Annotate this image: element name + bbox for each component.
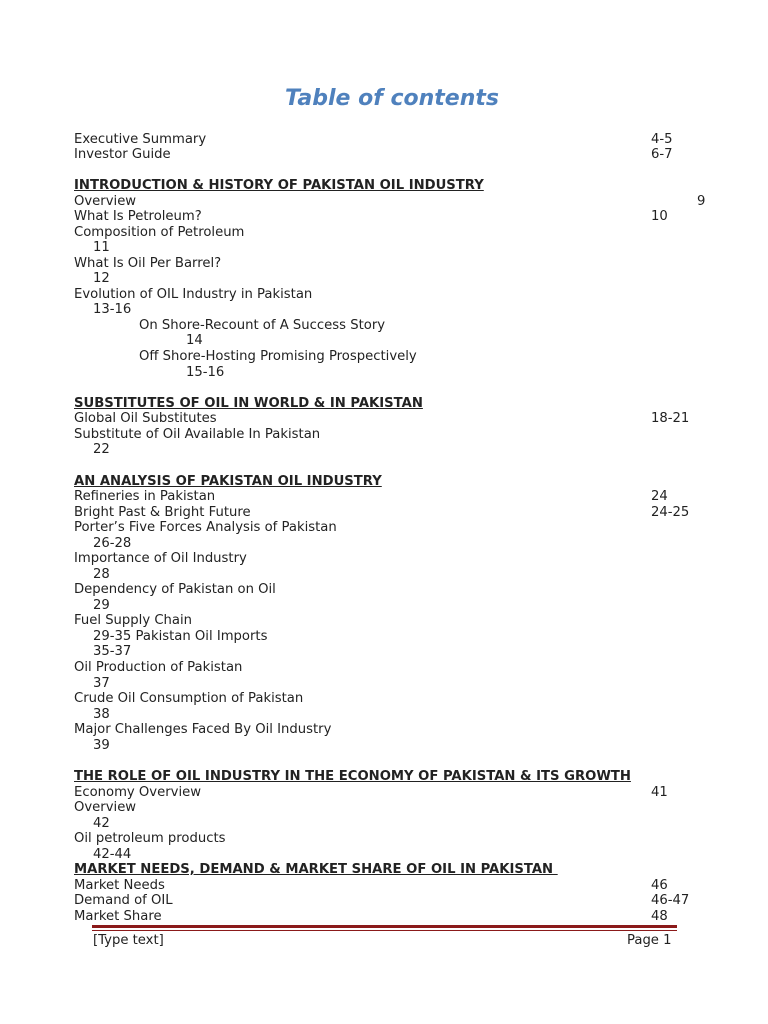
footer-rule <box>92 925 677 928</box>
section-heading: INTRODUCTION & HISTORY OF PAKISTAN OIL INDUSTRY <box>74 178 484 193</box>
toc-entry: What Is Petroleum? <box>74 209 202 224</box>
toc-page-number: 6-7 <box>651 147 673 162</box>
footer-left-text: [Type text] <box>93 933 164 948</box>
toc-entry: Executive Summary <box>74 132 207 147</box>
footer-rule-thin <box>92 930 677 931</box>
page-title: Table of contents <box>285 86 499 111</box>
toc-page-number: 26-28 <box>93 536 132 551</box>
toc-page-number: 14 <box>186 333 203 348</box>
toc-entry: Composition of Petroleum <box>74 225 245 240</box>
toc-entry: What Is Oil Per Barrel? <box>74 256 222 271</box>
toc-entry: Fuel Supply Chain <box>74 613 192 628</box>
toc-entry: Oil Production of Pakistan <box>74 660 243 675</box>
toc-page-number: 29 <box>93 598 110 613</box>
toc-entry: Major Challenges Faced By Oil Industry <box>74 722 332 737</box>
toc-page-number: 41 <box>651 785 668 800</box>
section-heading: THE ROLE OF OIL INDUSTRY IN THE ECONOMY OF PAKISTAN & ITS GROWTH <box>74 769 631 784</box>
toc-page-number: 11 <box>93 240 110 255</box>
toc-entry: Overview <box>74 194 137 209</box>
toc-page-number: 9 <box>697 194 706 209</box>
footer-page-number: Page 1 <box>627 933 672 948</box>
toc-subentry: On Shore-Recount of A Success Story <box>139 318 386 333</box>
toc-page-number: 46-47 <box>651 893 690 908</box>
toc-page-number: 46 <box>651 878 668 893</box>
toc-page-number: 18-21 <box>651 411 690 426</box>
toc-entry: Bright Past & Bright Future <box>74 505 251 520</box>
toc-page-number: 38 <box>93 707 110 722</box>
toc-entry: 29-35 Pakistan Oil Imports <box>93 629 268 644</box>
toc-entry: Dependency of Pakistan on Oil <box>74 582 276 597</box>
toc-entry: Demand of OIL <box>74 893 173 908</box>
section-heading: SUBSTITUTES OF OIL IN WORLD & IN PAKISTAN <box>74 396 423 411</box>
toc-entry: Substitute of Oil Available In Pakistan <box>74 427 321 442</box>
toc-page-number: 13-16 <box>93 302 132 317</box>
toc-entry: Porter’s Five Forces Analysis of Pakistan <box>74 520 337 535</box>
toc-page-number: 22 <box>93 442 110 457</box>
toc-entry: Evolution of OIL Industry in Pakistan <box>74 287 313 302</box>
toc-page-number: 48 <box>651 909 668 924</box>
toc-subentry: Off Shore-Hosting Promising Prospectively <box>139 349 417 364</box>
toc-entry: Global Oil Substitutes <box>74 411 217 426</box>
section-heading: MARKET NEEDS, DEMAND & MARKET SHARE OF OIL IN PAKISTAN <box>74 862 558 877</box>
toc-entry: Refineries in Pakistan <box>74 489 216 504</box>
toc-page-number: 42 <box>93 816 110 831</box>
toc-page-number: 39 <box>93 738 110 753</box>
toc-page-number: 28 <box>93 567 110 582</box>
toc-page-number: 24-25 <box>651 505 690 520</box>
toc-entry: Investor Guide <box>74 147 171 162</box>
toc-page-number: 42-44 <box>93 847 132 862</box>
toc-entry: Oil petroleum products <box>74 831 226 846</box>
toc-entry: Importance of Oil Industry <box>74 551 247 566</box>
toc-page-number: 15-16 <box>186 365 225 380</box>
toc-entry: Economy Overview <box>74 785 202 800</box>
toc-page-number: 4-5 <box>651 132 673 147</box>
toc-page-number: 12 <box>93 271 110 286</box>
toc-entry: Market Needs <box>74 878 165 893</box>
toc-entry: Market Share <box>74 909 162 924</box>
toc-page-number: 35-37 <box>93 644 132 659</box>
toc-page-number: 10 <box>651 209 668 224</box>
toc-entry: Crude Oil Consumption of Pakistan <box>74 691 304 706</box>
toc-page-number: 24 <box>651 489 668 504</box>
toc-page-number: 37 <box>93 676 110 691</box>
section-heading: AN ANALYSIS OF PAKISTAN OIL INDUSTRY <box>74 474 382 489</box>
toc-entry: Overview <box>74 800 137 815</box>
